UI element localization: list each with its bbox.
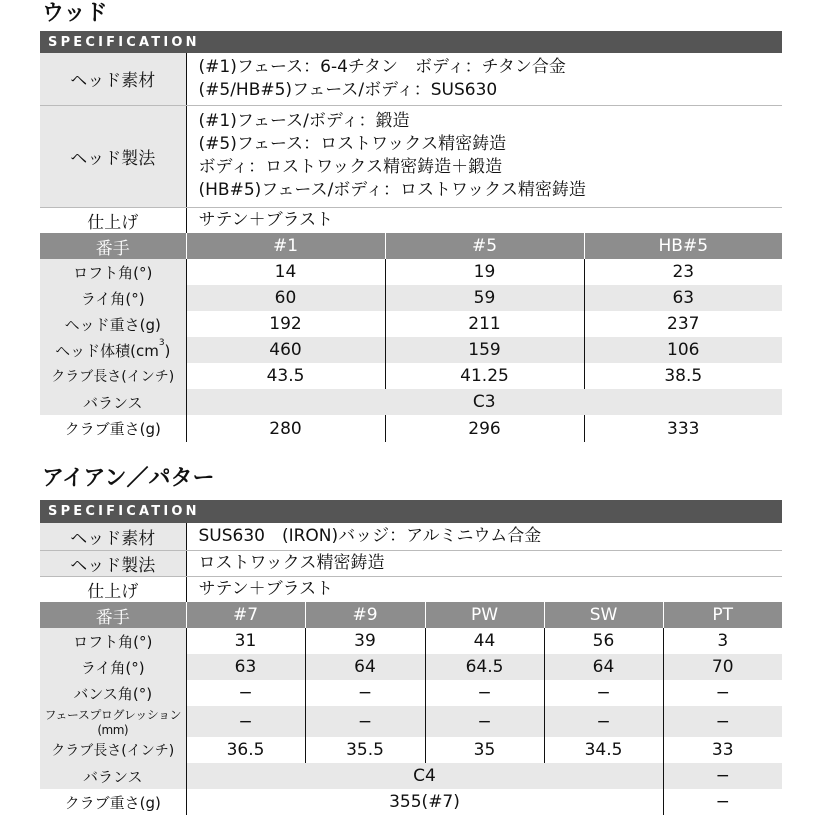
iron-finish-value: サテン＋ブラスト <box>198 578 334 599</box>
wood-number-cell: HB#5 <box>584 233 782 259</box>
iron-finish-label: 仕上げ <box>40 576 186 602</box>
wood-lie-cell: 63 <box>584 285 782 311</box>
wood-club-weight-row <box>40 415 782 442</box>
wood-lie-cell: 59 <box>385 285 584 311</box>
wood-head-volume-cell: 159 <box>385 337 584 363</box>
iron-loft-cell: 56 <box>544 628 663 654</box>
iron-club-weight-cell: 355(#7) <box>186 789 663 815</box>
iron-progression-label: フェースプログレッション(mm) <box>40 706 186 737</box>
wood-club-weight-label: クラブ重さ(g) <box>40 415 186 442</box>
wood-lie-row <box>40 285 782 311</box>
iron-number-cell: #7 <box>186 602 305 628</box>
iron-lie-cell: 64 <box>544 654 663 680</box>
iron-lie-row <box>40 654 782 680</box>
wood-loft-label: ロフト角(°) <box>40 259 186 285</box>
wood-club-length-cell: 43.5 <box>186 363 385 389</box>
iron-progression-row <box>40 706 782 737</box>
iron-lie-cell: 64 <box>305 654 425 680</box>
wood-club-weight-cell: 333 <box>667 418 700 439</box>
wood-head-volume-cell: 106 <box>584 337 782 363</box>
iron-balance-label: バランス <box>40 763 186 789</box>
iron-lie-cell: 70 <box>663 654 782 680</box>
wood-specification-bar: SPECIFICATION <box>40 31 782 53</box>
iron-loft-cell: 31 <box>186 628 305 654</box>
wood-finish-label: 仕上げ <box>40 207 186 233</box>
iron-lie-cell: 64.5 <box>425 654 544 680</box>
iron-progression-cell: − <box>425 706 544 737</box>
wood-head-material-value: (#1)フェース：6-4チタン ボディ：チタン合金 (#5/HB#5)フェース/ボディ：SUS630 <box>186 53 782 105</box>
iron-head-method-value: ロストワックス精密鋳造 <box>186 550 782 576</box>
wood-balance-label: バランス <box>40 389 186 415</box>
iron-spec-table <box>40 523 782 815</box>
iron-bounce-label: バンス角(°) <box>40 680 186 706</box>
iron-section-title: アイアン／パター <box>42 466 215 491</box>
iron-head-material-label: ヘッド素材 <box>40 523 186 550</box>
iron-club-weight-putter-cell: − <box>715 792 730 812</box>
iron-progression-cell: − <box>663 706 782 737</box>
iron-bounce-cell: − <box>186 680 305 706</box>
iron-loft-row <box>40 628 782 654</box>
wood-head-volume-label: ヘッド体積$(cm^3)$ <box>40 337 186 363</box>
iron-club-length-label: クラブ長さ(インチ) <box>40 737 186 763</box>
wood-number-cell: #1 <box>186 233 385 259</box>
wood-club-length-cell: 41.25 <box>385 363 584 389</box>
wood-head-volume-row <box>40 337 782 363</box>
iron-club-length-cell: 33 <box>711 740 734 760</box>
iron-club-length-cell: 34.5 <box>544 737 663 763</box>
iron-head-method-label: ヘッド製法 <box>40 550 186 576</box>
wood-club-length-cell: 38.5 <box>664 366 703 386</box>
iron-club-length-cell: 36.5 <box>186 737 305 763</box>
wood-loft-cell: 23 <box>672 262 695 282</box>
wood-number-cell: #5 <box>385 233 584 259</box>
wood-club-length-label: クラブ長さ(インチ) <box>40 363 186 389</box>
wood-lie-label: ライ角(°) <box>40 285 186 311</box>
iron-club-length-row <box>40 737 782 763</box>
wood-lie-cell: 60 <box>186 285 385 311</box>
iron-number-cell: PT <box>663 602 782 628</box>
wood-head-method-value: (#1)フェース/ボディ：鍛造 (#5)フェース：ロストワックス精密鋳造 ボディ：ロストワックス精密鋳造＋鍛造 (HB#5)フェース/ボディ：ロストワックス精密鋳造 <box>186 105 782 207</box>
iron-bounce-cell: − <box>544 680 663 706</box>
iron-progression-cell: − <box>186 706 305 737</box>
iron-progression-cell: − <box>544 706 663 737</box>
iron-number-cell: PW <box>425 602 544 628</box>
wood-loft-cell: 19 <box>385 259 584 285</box>
wood-section-title: ウッド <box>42 1 108 26</box>
iron-lie-cell: 63 <box>186 654 305 680</box>
wood-finish-value: サテン＋ブラスト <box>198 209 334 230</box>
iron-number-label: 番手 <box>40 602 186 628</box>
wood-number-header-row <box>40 233 782 259</box>
wood-loft-row <box>40 259 782 285</box>
wood-loft-cell: 14 <box>186 259 385 285</box>
iron-balance-cell: C4 <box>186 763 663 789</box>
iron-lie-label: ライ角(°) <box>40 654 186 680</box>
iron-club-length-cell: 35 <box>425 737 544 763</box>
iron-bounce-row <box>40 680 782 706</box>
wood-head-material-label: ヘッド素材 <box>40 53 186 105</box>
iron-number-cell: #9 <box>305 602 425 628</box>
iron-number-cell: SW <box>544 602 663 628</box>
wood-balance-row <box>40 389 782 415</box>
wood-club-weight-cell: 280 <box>186 415 385 442</box>
wood-head-weight-cell: 211 <box>385 311 584 337</box>
iron-bounce-cell: − <box>715 683 730 703</box>
wood-head-weight-cell: 237 <box>667 314 700 334</box>
iron-club-weight-row <box>40 789 782 815</box>
wood-spec-table <box>40 53 782 442</box>
iron-head-material-value: SUS630 (IRON)バッジ：アルミニウム合金 <box>186 523 782 550</box>
iron-bounce-cell: − <box>305 680 425 706</box>
iron-loft-cell: 39 <box>305 628 425 654</box>
wood-head-method-label: ヘッド製法 <box>40 105 186 207</box>
wood-head-weight-label: ヘッド重さ(g) <box>40 311 186 337</box>
iron-bounce-cell: − <box>425 680 544 706</box>
iron-club-weight-label: クラブ重さ(g) <box>40 789 186 815</box>
wood-balance-cell: C3 <box>186 389 782 415</box>
iron-loft-cell: 44 <box>425 628 544 654</box>
iron-loft-cell: 3 <box>717 631 729 651</box>
iron-balance-row <box>40 763 782 789</box>
iron-number-header-row <box>40 602 782 628</box>
wood-head-weight-row <box>40 311 782 337</box>
wood-club-length-row <box>40 363 782 389</box>
wood-club-weight-cell: 296 <box>385 415 584 442</box>
iron-specification-bar: SPECIFICATION <box>40 500 782 523</box>
iron-progression-cell: − <box>305 706 425 737</box>
wood-head-volume-cell: 460 <box>186 337 385 363</box>
iron-balance-putter-cell: − <box>663 763 782 789</box>
wood-head-weight-cell: 192 <box>186 311 385 337</box>
iron-club-length-cell: 35.5 <box>305 737 425 763</box>
wood-number-label: 番手 <box>40 233 186 259</box>
iron-loft-label: ロフト角(°) <box>40 628 186 654</box>
